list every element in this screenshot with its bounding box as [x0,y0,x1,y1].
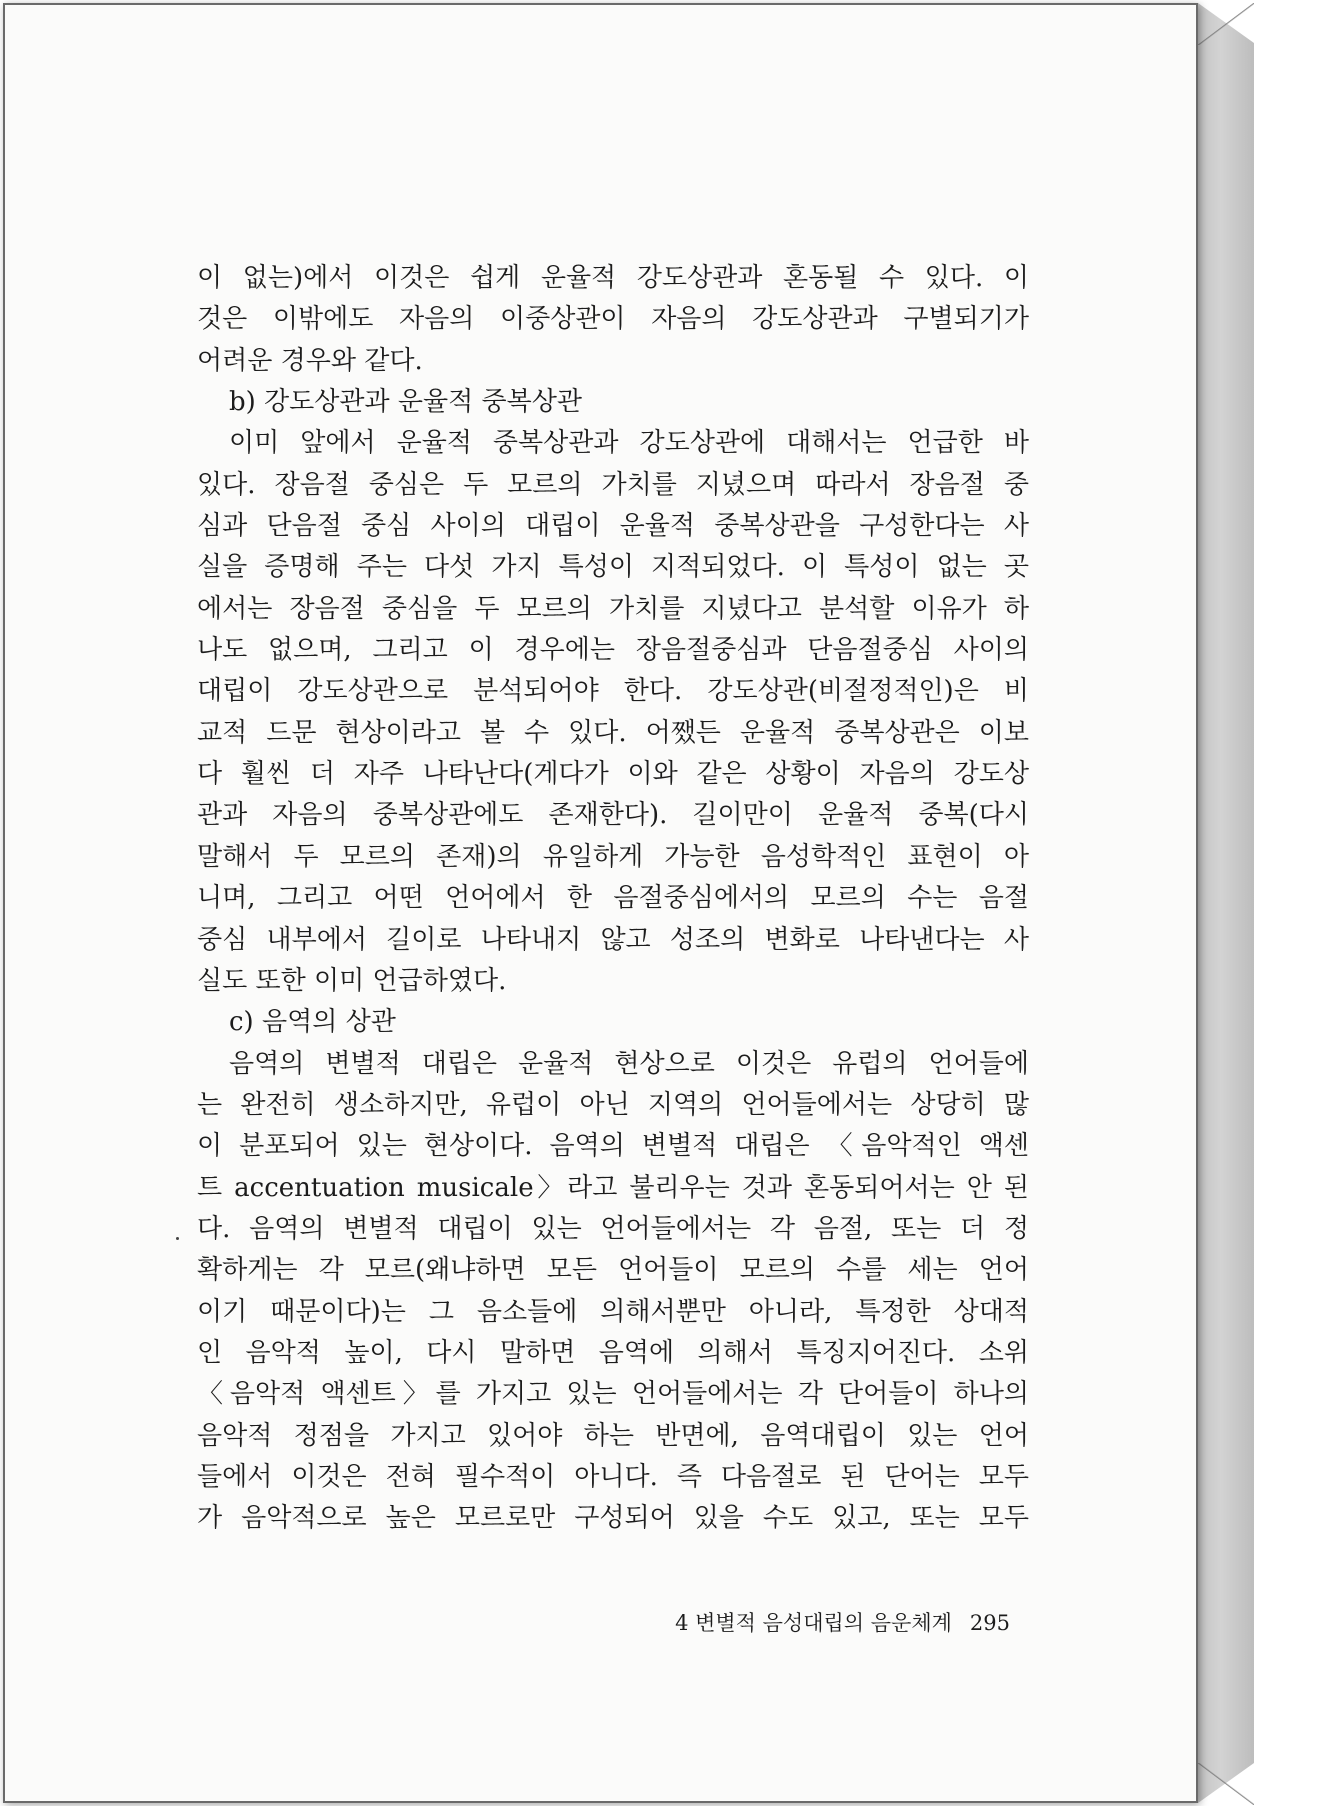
text-line: 나도 없으며, 그리고 이 경우에는 장음절중심과 단음절중심 사이의 [197,635,1029,666]
section-heading-b: b) 강도상관과 운율적 중복상관 [229,387,582,418]
text-line: 다. 음역의 변별적 대립이 있는 언어들에서는 각 음절, 또는 더 정 [197,1213,1029,1244]
text-line: 대립이 강도상관으로 분석되어야 한다. 강도상관(비절정적인)은 비 [197,676,1029,707]
text-line: 어려운 경우와 같다. [197,345,423,376]
text-line: 이 분포되어 있는 현상이다. 음역의 변별적 대립은 〈음악적인 액센 [197,1131,1029,1162]
text-line: 니며, 그리고 어떤 언어에서 한 음절중심에서의 모르의 수는 음절 [197,883,1029,914]
text-line: 인 음악적 높이, 다시 말하면 음역에 의해서 특징지어진다. 소위 [197,1337,1029,1368]
text-line: 관과 자음의 중복상관에도 존재한다). 길이만이 운율적 중복(다시 [197,800,1029,831]
page-stack-edge-top-line [1198,3,1254,45]
text-line: 것은 이밖에도 자음의 이중상관이 자음의 강도상관과 구별되기가 [197,304,1029,335]
text-line: 다 훨씬 더 자주 나타난다(게다가 이와 같은 상황이 자음의 강도상 [197,759,1029,790]
text-line: 〈음악적 액센트〉를 가지고 있는 언어들에서는 각 단어들이 하나의 [197,1379,1029,1410]
text-line: 심과 단음절 중심 사이의 대립이 운율적 중복상관을 구성한다는 사 [197,511,1029,542]
text-line: 이기 때문이다)는 그 음소들에 의해서뿐만 아니라, 특정한 상대적 [197,1296,1029,1327]
text-line: 이미 앞에서 운율적 중복상관과 강도상관에 대해서는 언급한 바 [229,428,1029,459]
page-stack-edge-bottom-line [1198,1763,1254,1805]
text-line: 실도 또한 이미 언급하였다. [197,965,507,996]
text-line: 중심 내부에서 길이로 나타내지 않고 성조의 변화로 나타낸다는 사 [197,924,1029,955]
text-line: 에서는 장음절 중심을 두 모르의 가치를 지녔다고 분석할 이유가 하 [197,593,1029,624]
running-footer-chapter: 4 변별적 음성대립의 음운체계 [675,1611,952,1635]
text-line: 음악적 정점을 가지고 있어야 하는 반면에, 음역대립이 있는 언어 [197,1420,1029,1451]
text-line: 말해서 두 모르의 존재)의 유일하게 가능한 음성학적인 표현이 아 [197,841,1029,872]
text-line: 들에서 이것은 전혀 필수적이 아니다. 즉 다음절로 된 단어는 모두 [197,1461,1029,1492]
text-line: 교적 드문 현상이라고 볼 수 있다. 어쨌든 운율적 중복상관은 이보 [197,717,1029,748]
page-stack-edge [1198,3,1254,1803]
text-line: 가 음악적으로 높은 모르로만 구성되어 있을 수도 있고, 또는 모두 [197,1503,1029,1534]
text-line: 는 완전히 생소하지만, 유럽이 아닌 지역의 언어들에서는 상당히 많 [197,1089,1029,1120]
text-line: 있다. 장음절 중심은 두 모르의 가치를 지녔으며 따라서 장음절 중 [197,469,1029,500]
scan-speck [176,1237,179,1240]
text-line: 음역의 변별적 대립은 운율적 현상으로 이것은 유럽의 언어들에 [229,1048,1029,1079]
text-line: 트 accentuation musicale〉라고 불리우는 것과 혼동되어서는 안 된 [197,1172,1029,1203]
page-number: 295 [969,1611,1010,1635]
page-footer [620,1607,1010,1637]
text-line: 이 없는)에서 이것은 쉽게 운율적 강도상관과 혼동될 수 있다. 이 [197,263,1029,293]
body-text [197,258,1029,1540]
text-line: 확하게는 각 모르(왜냐하면 모든 언어들이 모르의 수를 세는 언어 [197,1255,1029,1286]
section-heading-c: c) 음역의 상관 [229,1007,396,1038]
text-line: 실을 증명해 주는 다섯 가지 특성이 지적되었다. 이 특성이 없는 곳 [197,552,1029,583]
